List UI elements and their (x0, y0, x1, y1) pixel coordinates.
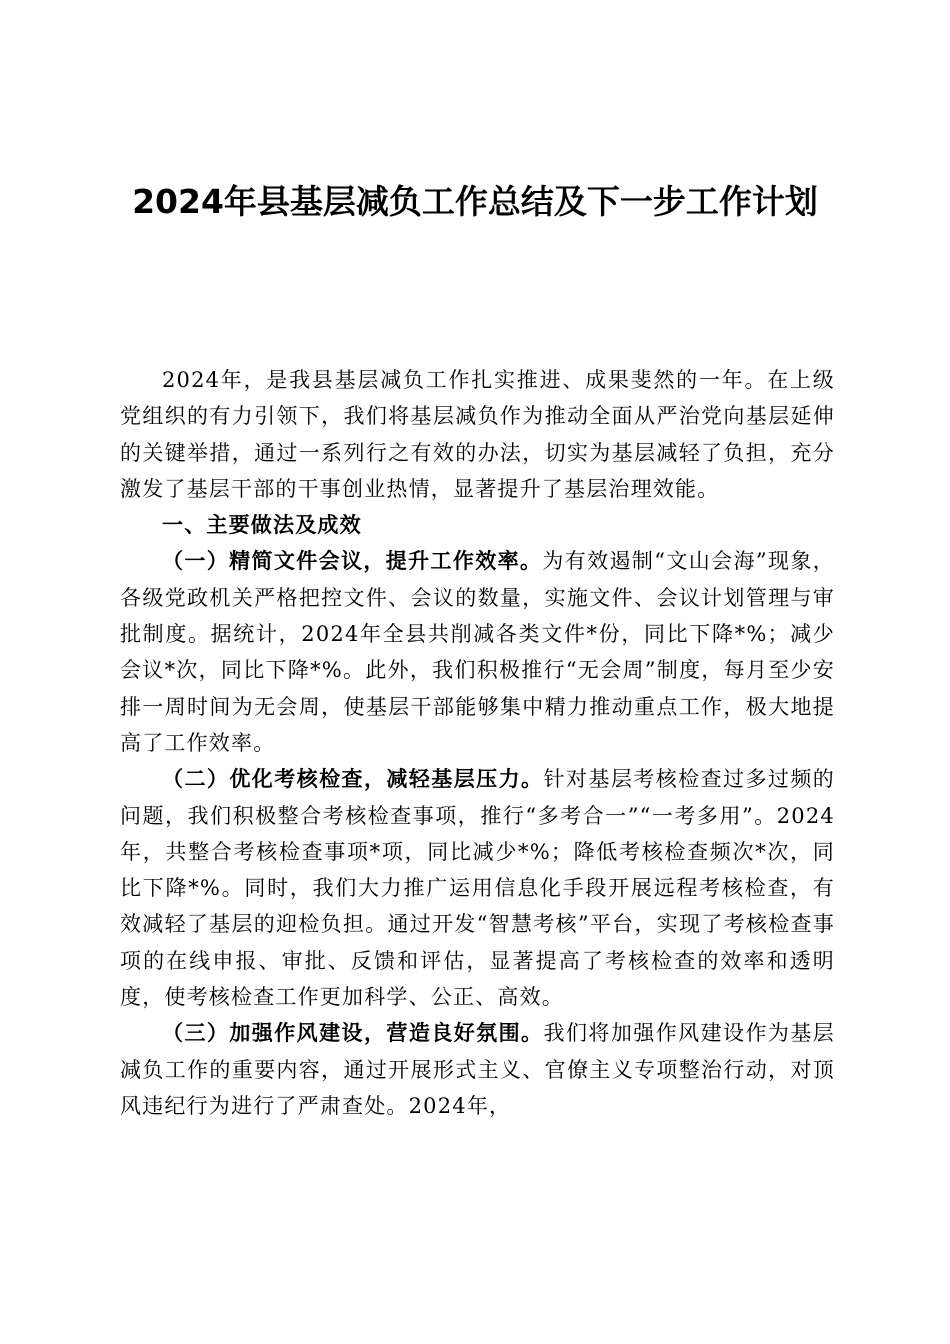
item-paragraph-1 (120, 543, 835, 761)
section-heading-1: 一、主要做法及成效 (162, 513, 362, 538)
item-text-1: 为有效遏制“文山会海”现象，各级党政机关严格把控文件、会议的数量，实施文件、会议计划管理与审批制度。据统计，2024年全县共削减各类文件*份，同比下降*%；减少会议*次，同比下降*%。此外，我们积极推行“无会周”制度，每月至少安排一周时间为无会周，使基层干部能够集中精力推动重点工作，极大地提高了工作效率。 (120, 549, 835, 755)
document-body (120, 362, 835, 1124)
item-lead-1: （一）精简文件会议，提升工作效率。 (162, 549, 543, 574)
item-lead-2: （二）优化考核检查，减轻基层压力。 (162, 767, 544, 792)
item-lead-3: （三）加强作风建设，营造良好氛围。 (162, 1021, 544, 1046)
item-text-2: 针对基层考核检查过多过频的问题，我们积极整合考核检查事项，推行“多考合一”“一考多用”。2024年，共整合考核检查事项*项，同比减少*%；降低考核检查频次*次，同比下降*%。同时，我们大力推广运用信息化手段开展远程考核检查，有效减轻了基层的迎检负担。通过开发“智慧考核”平台，实现了考核检查事项的在线申报、审批、反馈和评估，显著提高了考核检查的效率和透明度，使考核检查工作更加科学、公正、高效。 (120, 767, 835, 1010)
intro-paragraph: 2024年，是我县基层减负工作扎实推进、成果斐然的一年。在上级党组织的有力引领下，我们将基层减负作为推动全面从严治党向基层延伸的关键举措，通过一系列行之有效的办法，切实为基层减轻了负担，充分激发了基层干部的干事创业热情，显著提升了基层治理效能。 (120, 368, 835, 501)
item-paragraph-2 (120, 761, 835, 1015)
item-paragraph-3 (120, 1015, 835, 1124)
item-text-3: 我们将加强作风建设作为基层减负工作的重要内容，通过开展形式主义、官僚主义专项整治行动，对顶风违纪行为进行了严肃查处。2024年， (120, 1021, 835, 1118)
document-title: 2024年县基层减负工作总结及下一步工作计划 (132, 182, 818, 221)
